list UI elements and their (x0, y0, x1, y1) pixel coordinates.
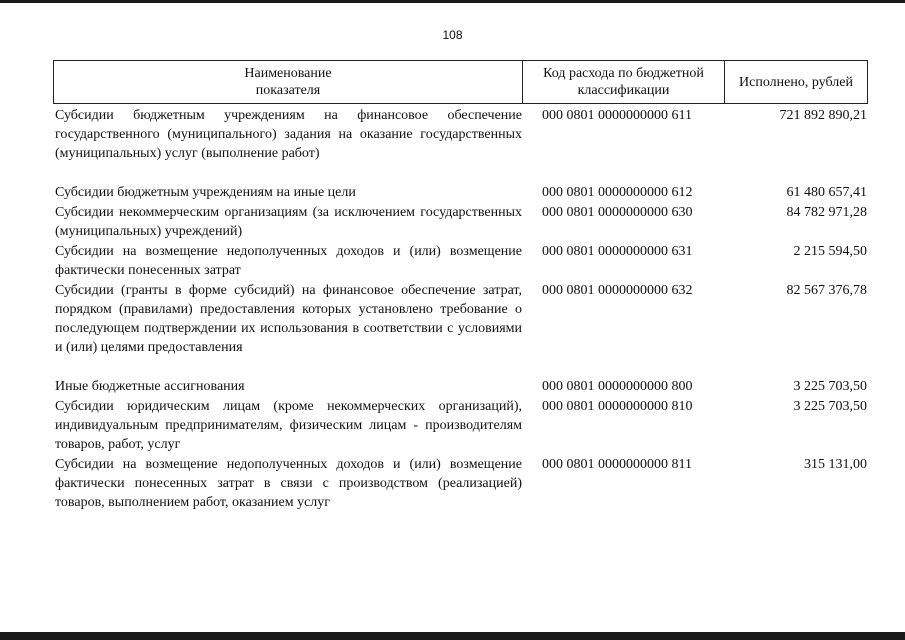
header-name-label: Наименование показателя (244, 66, 332, 98)
page-number: 108 (442, 28, 463, 42)
bottom-border-rule (0, 632, 905, 640)
row-code: 000 0801 0000000000 800 (542, 379, 693, 394)
header-name (54, 61, 523, 103)
table-row (53, 183, 868, 202)
row-amount: 721 892 890,21 (779, 108, 867, 123)
table-row (53, 281, 868, 357)
row-code: 000 0801 0000000000 611 (542, 108, 692, 123)
table-row (53, 203, 868, 241)
header-code (523, 61, 725, 103)
table-body (53, 106, 868, 513)
row-amount: 82 567 376,78 (786, 283, 867, 298)
row-name: Иные бюджетные ассигнования (55, 379, 245, 394)
header-code-label: Код расхода по бюджетной классификации (543, 66, 704, 98)
row-name: Субсидии бюджетным учреждениям на иные цели (55, 185, 356, 200)
top-border-rule (0, 0, 905, 3)
table-row (53, 106, 868, 163)
row-code: 000 0801 0000000000 630 (542, 205, 693, 220)
table-header (53, 60, 868, 104)
row-name: Субсидии некоммерческим организациям (за исключением государственных (муниципальных) учреждений) (55, 205, 522, 239)
table-row (53, 242, 868, 280)
header-executed-label: Исполнено, рублей (739, 74, 853, 90)
row-amount: 3 225 703,50 (793, 379, 867, 394)
row-code: 000 0801 0000000000 811 (542, 457, 692, 472)
row-amount: 2 215 594,50 (793, 244, 867, 259)
row-code: 000 0801 0000000000 632 (542, 283, 693, 298)
row-amount: 3 225 703,50 (793, 399, 867, 414)
row-amount: 61 480 657,41 (786, 185, 867, 200)
table-row (53, 397, 868, 454)
row-amount: 84 782 971,28 (786, 205, 867, 220)
table-row (53, 377, 868, 396)
row-code: 000 0801 0000000000 612 (542, 185, 693, 200)
row-name: Субсидии на возмещение недополученных доходов и (или) возмещение фактически понесенных затрат в связи с производством (реализацией) товаров, выполнением работ, оказанием услуг (55, 457, 522, 510)
row-name: Субсидии (гранты в форме субсидий) на финансовое обеспечение затрат, порядком (правилами) предоставления которых установлено требование о последующем подтверждении их использования в соответствии с условиями и (или) целями предоставления (55, 283, 522, 355)
row-name: Субсидии бюджетным учреждениям на финансовое обеспечение государственного (муниципального) задания на оказание государственных (муниципальных) услуг (выполнение работ) (55, 108, 522, 161)
table-row (53, 455, 868, 512)
row-amount: 315 131,00 (804, 457, 867, 472)
row-name: Субсидии юридическим лицам (кроме некоммерческих организаций), индивидуальным предпринимателям, физическим лицам - производителям товаров, работ, услуг (55, 399, 522, 452)
row-code: 000 0801 0000000000 631 (542, 244, 693, 259)
row-name: Субсидии на возмещение недополученных доходов и (или) возмещение фактически понесенных затрат (55, 244, 522, 278)
header-executed (725, 61, 867, 103)
row-code: 000 0801 0000000000 810 (542, 399, 693, 414)
